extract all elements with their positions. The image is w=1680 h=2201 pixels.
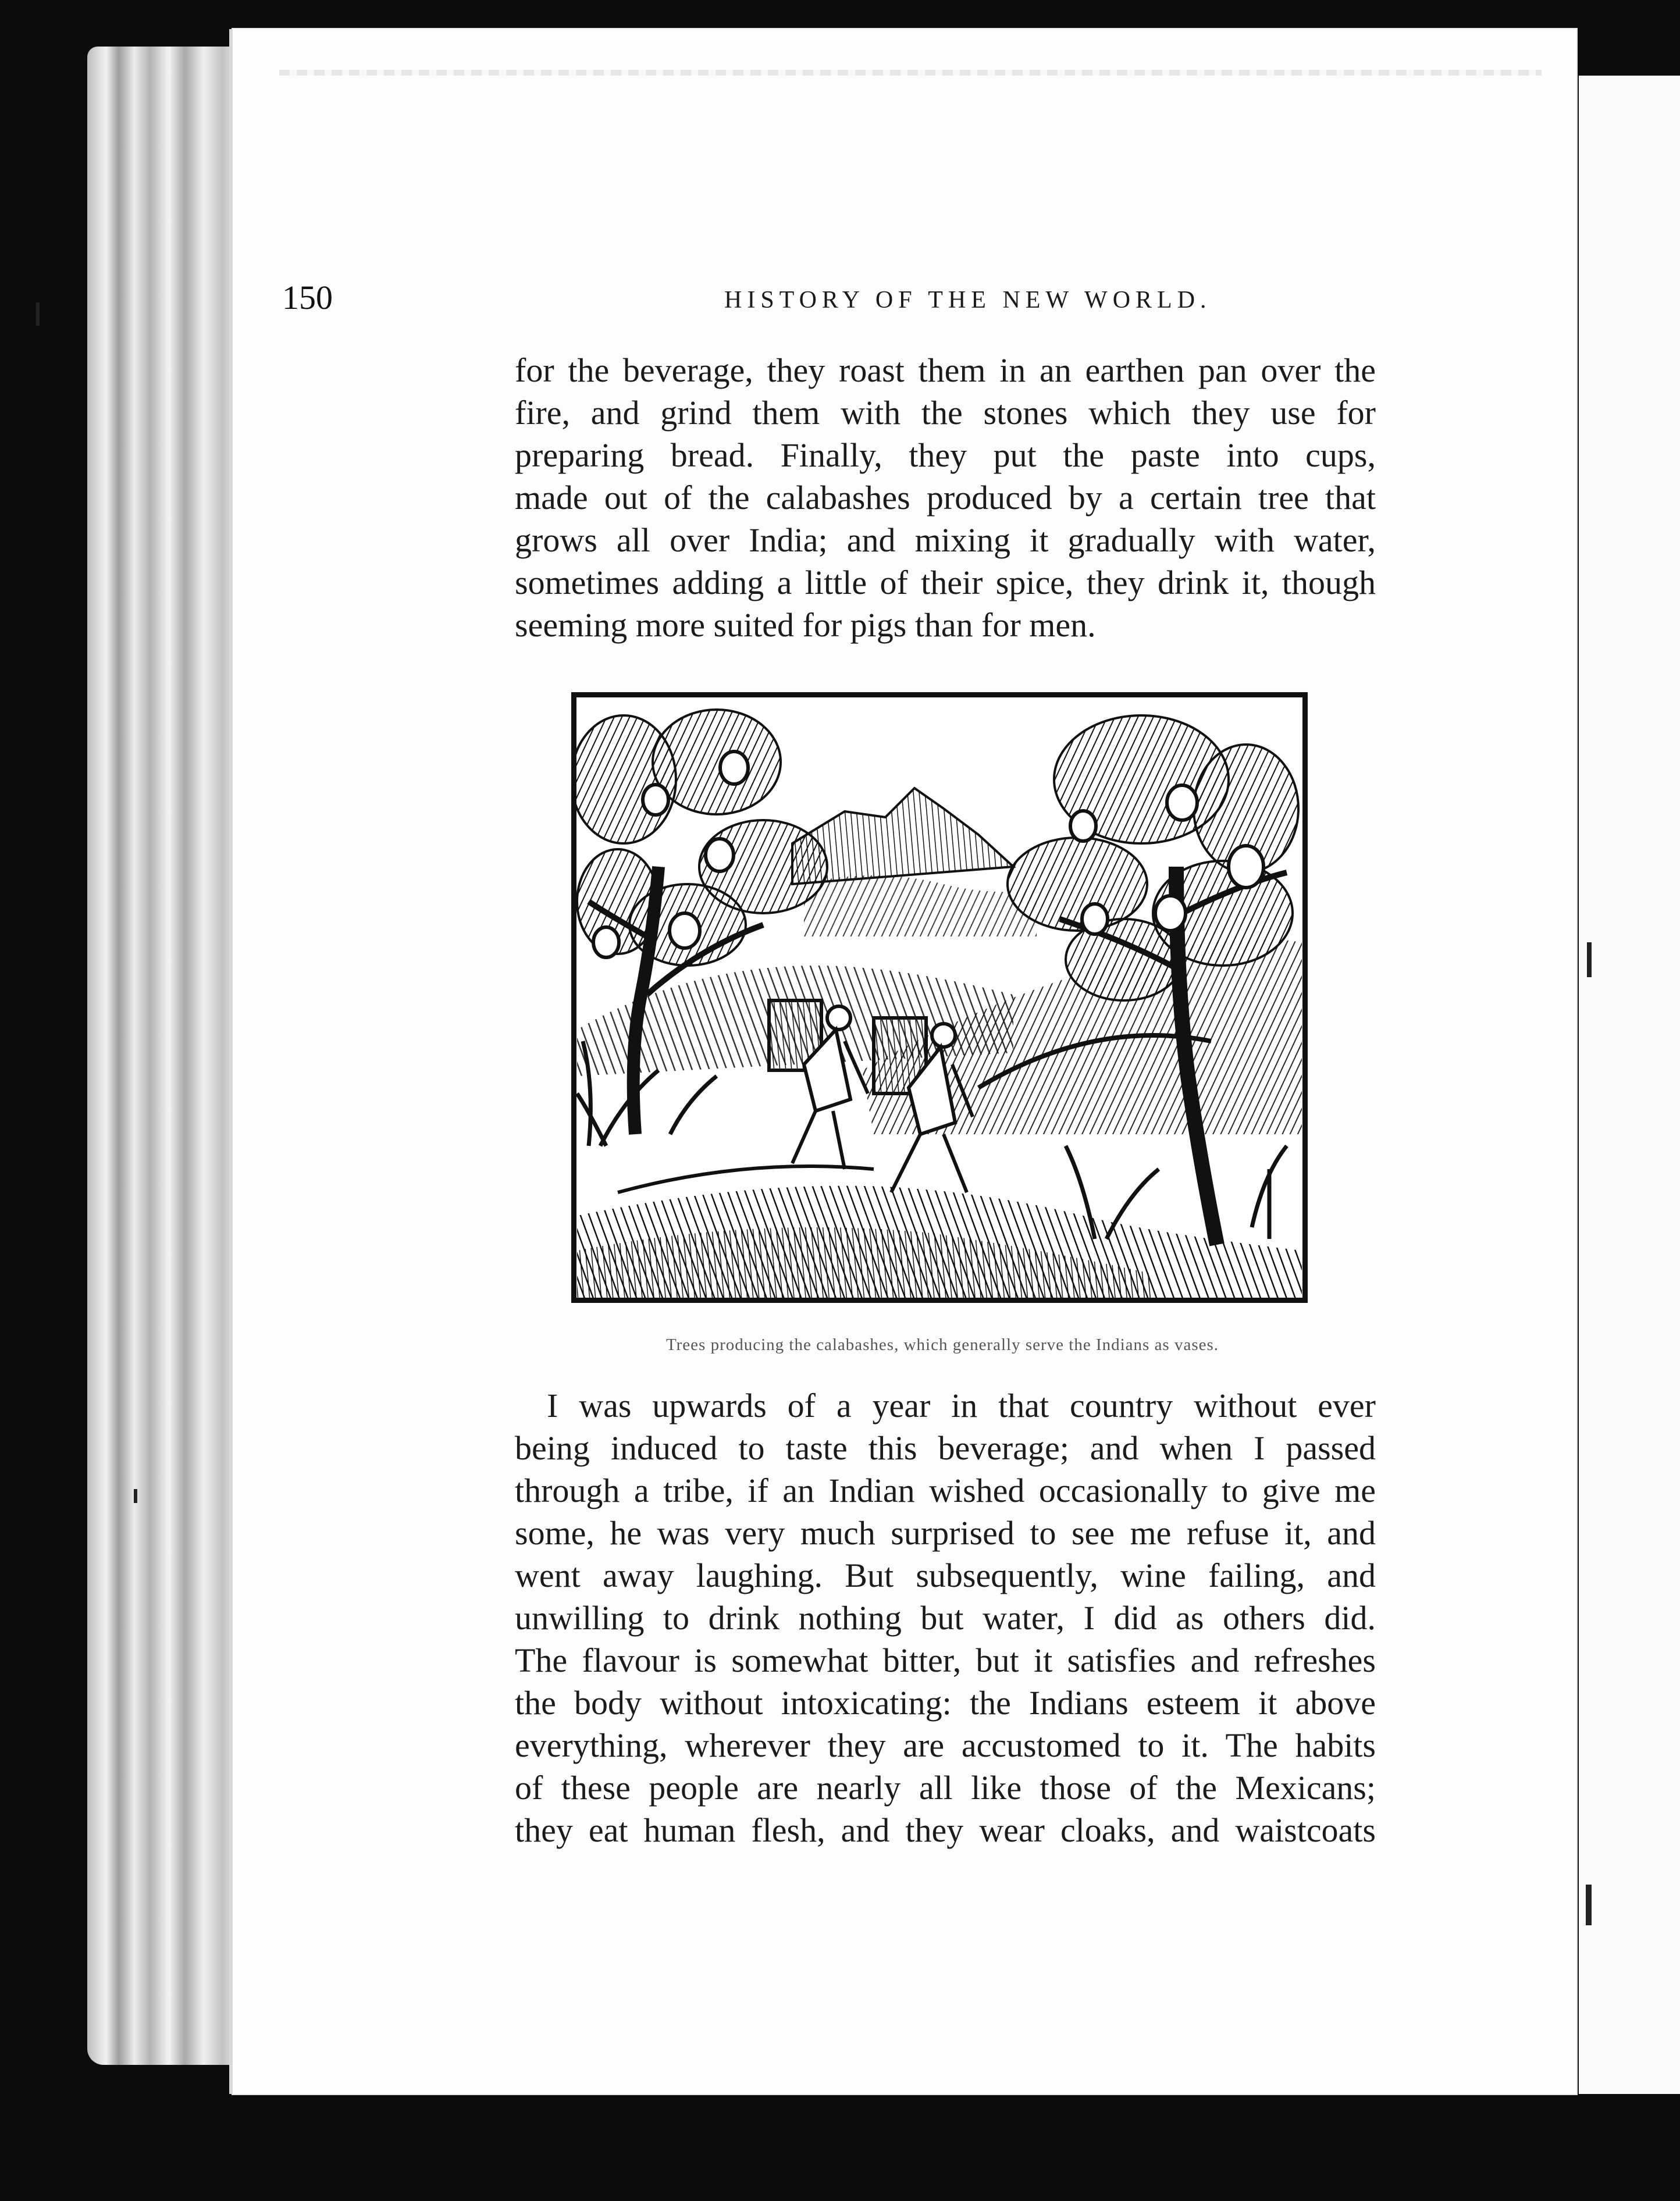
figure-caption: Trees producing the calabashes, which generally serve the Indians as vases. (665, 1335, 1219, 1354)
text-line: of these people are nearly all like those of the Mexicans; (515, 1769, 1376, 1807)
text-line: everything, wherever they are accustomed to it. The habits (515, 1726, 1376, 1764)
text-line: The flavour is somewhat bitter, but it satisfies and refreshes (515, 1641, 1376, 1679)
woodcut-illustration (571, 692, 1308, 1303)
margin-mark (36, 302, 40, 326)
text-line: for the beverage, they roast them in an earthen pan over the (515, 351, 1376, 389)
text-line: fire, and grind them with the stones which they use for (515, 394, 1376, 432)
margin-mark (1587, 942, 1592, 977)
margin-mark (1586, 1885, 1592, 1925)
text-line: some, he was very much surprised to see me refuse it, and (515, 1514, 1376, 1552)
paragraph-2 (515, 1384, 1376, 1851)
margin-mark (134, 1489, 137, 1503)
running-title: HISTORY OF THE NEW WORLD. (724, 287, 1212, 314)
text-line: I was upwards of a year in that country without ever (547, 1387, 1376, 1424)
text-line: through a tribe, if an Indian wished occasionally to give me (515, 1472, 1376, 1509)
text-line: made out of the calabashes produced by a certain tree that (515, 479, 1376, 517)
text-line: being induced to taste this beverage; and when I passed (515, 1429, 1376, 1467)
paragraph-1 (515, 349, 1376, 646)
text-line: preparing bread. Finally, they put the paste into cups, (515, 436, 1376, 474)
text-line: grows all over India; and mixing it gradually with water, (515, 521, 1376, 559)
text-line: the body without intoxicating: the Indians esteem it above (515, 1684, 1376, 1722)
page-stack-edges (87, 47, 244, 2065)
page-header (282, 278, 1376, 330)
text-line: went away laughing. But subsequently, wine failing, and (515, 1557, 1376, 1594)
text-line: seeming more suited for pigs than for men. (515, 606, 1096, 644)
page-number: 150 (282, 279, 333, 316)
text-line: sometimes adding a little of their spice, they drink it, though (515, 564, 1376, 601)
facing-page-edge (1571, 76, 1680, 2094)
woodcut-calabash-trees-icon (571, 692, 1308, 1303)
text-line: unwilling to drink nothing but water, I did as others did. (515, 1599, 1376, 1637)
text-line: they eat human flesh, and they wear cloaks, and waistcoats (515, 1811, 1376, 1849)
